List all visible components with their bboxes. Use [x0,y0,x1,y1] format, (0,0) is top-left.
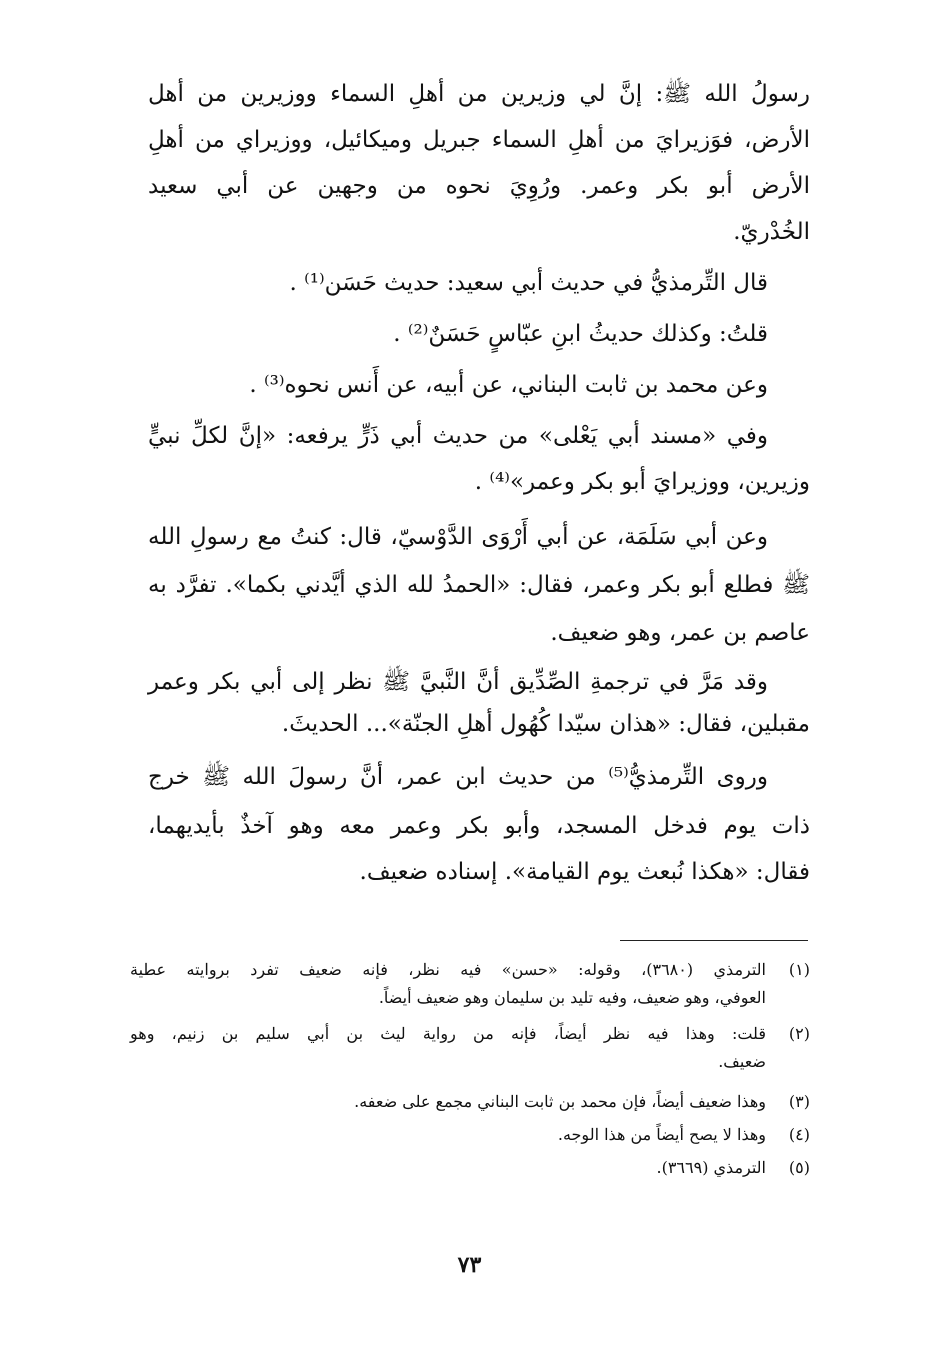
footnote-text: وهذا ضعيف أيضاً، فإن محمد بن ثابت البناني مجمع على ضعفه. [354,1092,766,1111]
body-line: وعن أبي سَلَمَة، عن أبي أَرْوَى الدَّوْسيّ، قال: كنتُ مع رسولِ الله [148,524,768,550]
body-line: وعن محمد بن ثابت البناني، عن أبيه، عن أَنس نحوه⁽³⁾ . [249,372,768,398]
footnote-number: (٣) [788,1092,810,1111]
page-number: ٧٣ [457,1252,482,1278]
body-line: ذات يوم فدخل المسجد، وأبو بكر وعمر معه وهو آخذٌ بأيديهما، [148,813,810,839]
footnote-text: ضعيف. [718,1052,766,1071]
body-line: قلتُ: وكذلك حديثُ ابنِ عبّاسٍ حَسَنٌ⁽²⁾ . [393,321,768,347]
body-line: الأرض أبو بكر وعمر. ورُوِيَ نحوه من وجهين عن أبي سعيد [148,173,810,199]
body-line: عاصم بن عمر، وهو ضعيف. [550,620,810,646]
footnote-separator [620,940,808,941]
footnote-text: الترمذي (٣٦٨٠)، وقوله: «حسن» فيه نظر، فإنه ضعيف تفرد بروايته عطية [130,960,767,979]
footnote-number: (٢) [788,1024,810,1043]
body-line: وروى التِّرمذيُّ⁽⁵⁾ من حديث ابن عمر، أنَّ رسولَ الله ﷺ خرج [148,764,768,790]
footnote-number: (٤) [788,1125,810,1144]
body-line: وفي «مسند أبي يَعْلى» من حديث أبي ذَرٍّ يرفعه: «إنَّ لكلِّ نبيٍّ [148,423,768,449]
body-line: الخُدْريّ. [733,219,810,245]
footnote-text: وهذا لا يصح أيضاً من هذا الوجه. [557,1125,766,1144]
footnote-text: الترمذي (٣٦٦٩). [656,1158,766,1177]
body-line: ﷺ فطلع أبو بكر وعمر، فقال: «الحمدُ لله الذي أيَّدني بكما». تفرَّد به [148,572,810,598]
body-line: وزيرين، ووزيرايَ أبو بكر وعمر»⁽⁴⁾ . [474,469,810,495]
body-line: وقد مَرَّ في ترجمةِ الصِّدِّيق أنَّ النَّبيَّ ﷺ نظر إلى أبي بكر وعمر [148,669,768,695]
body-line: فقال: «هكذا نُبعث يوم القيامة». إسناده ضعيف. [359,859,810,885]
body-line: مقبلين، فقال: «هذان سيّدا كُهُول أهلِ الجنّة»... الحديثَ. [281,711,810,737]
footnote-text: قلت: وهذا فيه نظر أيضاً، فإنه من رواية ليث بن أبي سليم بن زنيم، وهو [130,1024,766,1043]
footnote-text: العوفي، وهو ضعيف، وفيه تليد بن سليمان وهو ضعيف أيضاً. [378,988,766,1007]
body-line: الأرض، فوَزيرايَ من أهلِ السماء جبريل وميكائيل، ووزيراي من أهلِ [148,127,810,153]
body-line: رسولُ الله ﷺ: إنَّ لي وزيرين من أهلِ السماء ووزيرين من أهل [148,81,810,107]
footnote-number: (٥) [788,1158,810,1177]
footnote-number: (١) [788,960,810,979]
body-line: قال التِّرمذيُّ في حديث أبي سعيد: حديث حَسَن⁽¹⁾ . [289,270,768,296]
